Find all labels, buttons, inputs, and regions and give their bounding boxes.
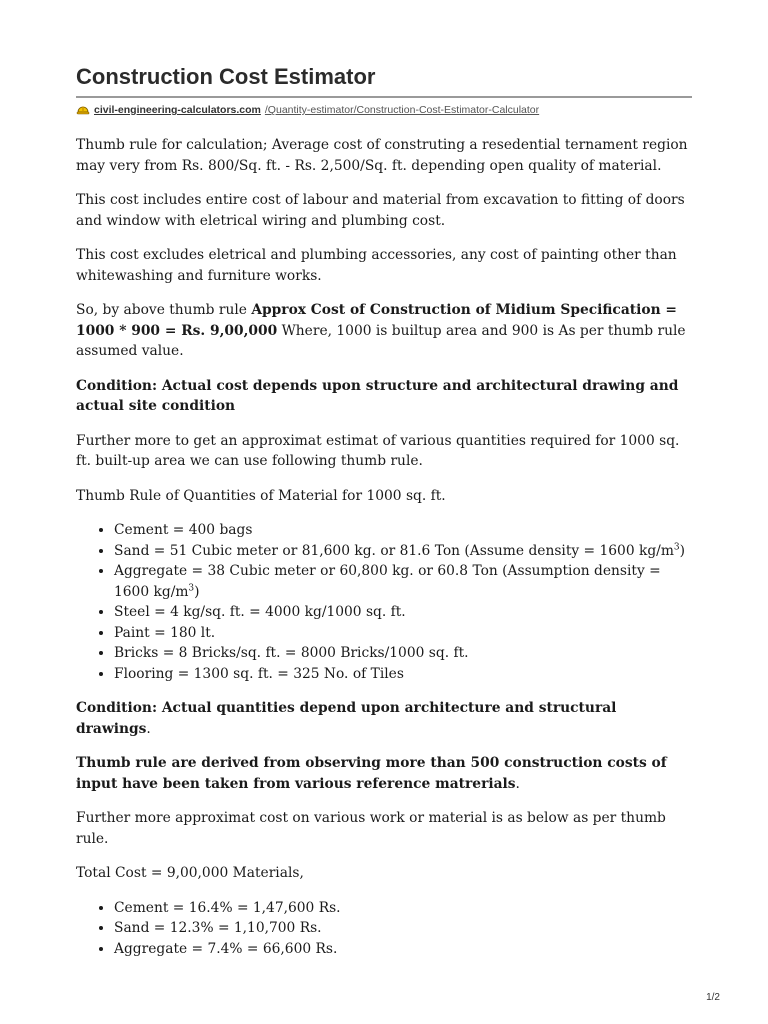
list-item-cost-aggregate: • Aggregate = 7.4% = 66,600 Rs.	[114, 939, 692, 960]
list-item-steel: • Steel = 4 kg/sq. ft. = 4000 kg/1000 sq. ft.	[114, 602, 692, 623]
source-path[interactable]: /Quantity-estimator/Construction-Cost-Estimator-Calculator	[264, 104, 540, 116]
approx-formula: Approx Cost of Construction of Midium Specification = 1000 * 900 = Rs. 9,00,000	[76, 302, 677, 339]
condition-quantities-period: .	[146, 720, 151, 737]
condition-thumb-rule-text: Thumb rule are derived from observing more than 500 construction costs of input have been taken from various reference matrerials	[76, 755, 667, 792]
sand-text: Sand = 51 Cubic meter or 81,600 kg. or 81.6 Ton (Assume density = 1600 kg/m	[114, 542, 674, 559]
paragraph-cost-excludes: This cost excludes eletrical and plumbing accessories, any cost of painting other than whitewashing and furniture works.	[76, 247, 677, 284]
condition-cost-text: Condition: Actual cost depends upon structure and architectural drawing and actual site condition	[76, 377, 679, 414]
approx-lead: So, by above thumb rule	[76, 302, 252, 318]
list-item-paint: • Paint = 180 lt.	[114, 623, 692, 644]
list-item-cost-sand: • Sand = 12.3% = 1,10,700 Rs.	[114, 918, 692, 939]
document-page	[76, 64, 692, 973]
quantities-list	[76, 520, 692, 684]
page-title: Construction Cost Estimator	[76, 64, 692, 98]
aggregate-sup: 3	[188, 582, 195, 593]
list-item-cost-cement: • Cement = 16.4% = 1,47,600 Rs.	[114, 898, 692, 919]
condition-thumb-rule-period: .	[515, 775, 520, 792]
condition-thumb-rule	[76, 753, 692, 794]
list-item-bricks: • Bricks = 8 Bricks/sq. ft. = 8000 Bricks/1000 sq. ft.	[114, 643, 692, 664]
paragraph-cost-includes: This cost includes entire cost of labour and material from excavation to fitting of doors and window with eletrical wiring and plumbing cost.	[76, 192, 685, 229]
sand-sup: 3	[673, 541, 680, 552]
paragraph-total-cost: Total Cost = 9,00,000 Materials,	[76, 865, 304, 881]
helmet-icon	[76, 103, 90, 117]
page-number: 1/2	[706, 992, 720, 1003]
list-item-sand	[114, 541, 692, 562]
list-item-aggregate	[114, 561, 692, 602]
article-body	[76, 135, 692, 959]
paragraph-further-estimate: Further more to get an approximat estimat of various quantities required for 1000 sq. ft. built-up area we can use following thumb rule.	[76, 432, 680, 469]
condition-quantities	[76, 698, 692, 739]
list-item-cement: • Cement = 400 bags	[114, 520, 692, 541]
paragraph-quantities-heading: Thumb Rule of Quantities of Material for 1000 sq. ft.	[76, 487, 446, 504]
paragraph-thumb-rule: Thumb rule for calculation; Average cost of construting a resedential ternament region may very from Rs. 800/Sq. ft. - Rs. 2,500/Sq. ft. depending open quality of material.	[76, 137, 688, 174]
source-link[interactable]	[76, 103, 692, 117]
list-item-flooring: • Flooring = 1300 sq. ft. = 325 No. of Tiles	[114, 664, 692, 685]
sand-close: )	[679, 542, 686, 559]
paragraph-approx-cost-materials: Further more approximat cost on various work or material is as below as per thumb rule.	[76, 810, 666, 847]
aggregate-close: )	[194, 583, 200, 600]
approx-tail: Where, 1000 is builtup area and 900 is As per thumb rule assumed value.	[76, 322, 686, 359]
aggregate-text: Aggregate = 38 Cubic meter or 60,800 kg. or 60.8 Ton (Assumption density = 1600 kg/m	[114, 563, 661, 600]
condition-cost	[76, 376, 692, 417]
source-domain[interactable]: civil-engineering-calculators.com	[94, 104, 261, 116]
condition-quantities-text: Condition: Actual quantities depend upon architecture and structural drawings	[76, 700, 617, 737]
paragraph-approx-cost	[76, 300, 692, 362]
costs-list	[76, 898, 692, 960]
